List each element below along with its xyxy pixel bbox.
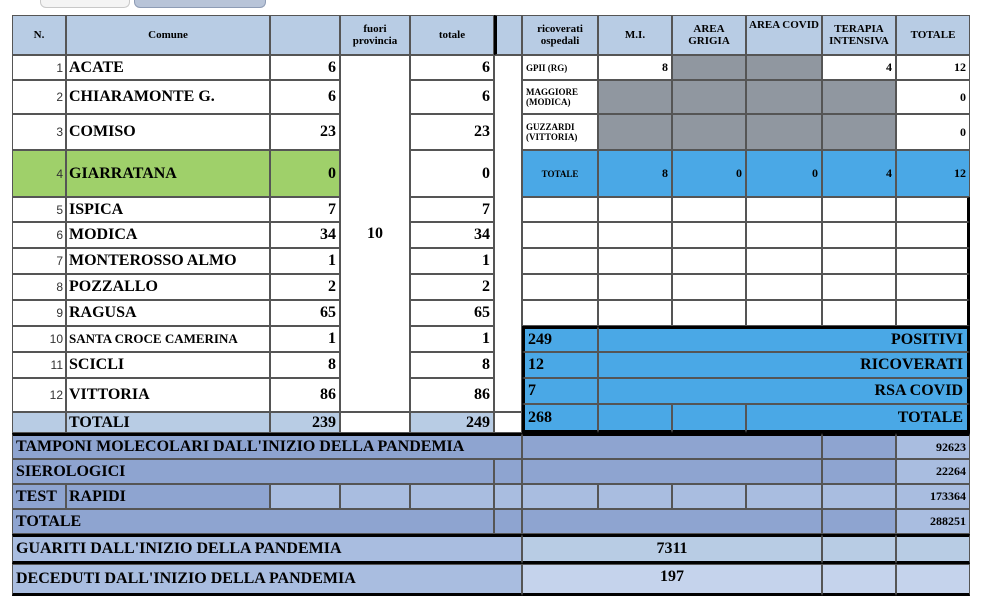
- guariti-label: GUARITI DALL'INIZIO DELLA PANDEMIA: [12, 534, 522, 564]
- ospedale-totale: 12: [896, 150, 970, 197]
- empty-cell: [746, 222, 822, 248]
- ospedale-area-covid: [746, 80, 822, 114]
- empty-cell: [522, 300, 598, 326]
- comune-totale: 86: [410, 378, 494, 412]
- tamponi-totale-gap: [494, 509, 522, 534]
- empty-cell: [822, 222, 896, 248]
- ospedale-terapia-intensiva: 4: [822, 55, 896, 80]
- header-area-covid: AREA COVID: [746, 15, 822, 55]
- ospedale-area-covid: [746, 114, 822, 150]
- rapidi-cell-4: [494, 484, 522, 509]
- sierologici-value: 22264: [896, 459, 970, 484]
- empty-cell: [822, 197, 896, 222]
- header-totale: totale: [410, 15, 494, 55]
- rapidi-cell-8: [746, 484, 822, 509]
- rapidi-cell-3: [410, 484, 494, 509]
- empty-cell: [598, 222, 672, 248]
- row-number: 6: [12, 222, 66, 248]
- rapidi-cell-2: [340, 484, 410, 509]
- ospedale-name: GPII (RG): [522, 55, 598, 80]
- row-number: 5: [12, 197, 66, 222]
- row-number: 12: [12, 378, 66, 412]
- sheet-tab-active[interactable]: [134, 0, 266, 8]
- riepilogo-gap: [672, 404, 746, 433]
- ospedale-terapia-intensiva: 4: [822, 150, 896, 197]
- empty-cell: [746, 274, 822, 300]
- empty-cell: [896, 197, 970, 222]
- header-area-grigia: AREA GRIGIA: [672, 15, 746, 55]
- row-number: 2: [12, 80, 66, 114]
- tamponi-totale-mid: [522, 509, 822, 534]
- ospedale-area-grigia: 0: [672, 150, 746, 197]
- comune-totale: 2: [410, 274, 494, 300]
- deceduti-end: [896, 564, 970, 596]
- ospedale-mi: [598, 80, 672, 114]
- comune-name: SANTA CROCE CAMERINA: [66, 326, 270, 352]
- header-ricoverati-ospedali: ricoverati ospedali: [522, 15, 598, 55]
- ospedale-totale: 0: [896, 80, 970, 114]
- riepilogo-label: RSA COVID: [598, 378, 970, 404]
- ospedale-area-grigia: [672, 80, 746, 114]
- header-spacer: [494, 15, 522, 55]
- sierologici-gap2: [822, 459, 896, 484]
- empty-cell: [672, 222, 746, 248]
- empty-cell: [746, 248, 822, 274]
- comune-totale: 65: [410, 300, 494, 326]
- totali-spacer: [494, 412, 522, 433]
- riepilogo-gap: [598, 404, 672, 433]
- totali-fuori: [340, 412, 410, 433]
- header-totale-right: TOTALE: [896, 15, 970, 55]
- comune-value: 0: [270, 150, 340, 197]
- deceduti-gap: [822, 564, 896, 596]
- header-n: N.: [12, 15, 66, 55]
- empty-cell: [522, 222, 598, 248]
- ospedale-mi: [598, 114, 672, 150]
- comune-name: SCICLI: [66, 352, 270, 378]
- ospedale-area-grigia: [672, 55, 746, 80]
- comune-value: 2: [270, 274, 340, 300]
- ospedale-name: TOTALE: [522, 150, 598, 197]
- comune-name: POZZALLO: [66, 274, 270, 300]
- guariti-end: [896, 534, 970, 564]
- comune-name: CHIARAMONTE G.: [66, 80, 270, 114]
- empty-cell: [522, 197, 598, 222]
- empty-cell: [598, 274, 672, 300]
- tamponi-molecolari-label: TAMPONI MOLECOLARI DALL'INIZIO DELLA PANDEMIA: [12, 433, 522, 459]
- riepilogo-label: TOTALE: [746, 404, 970, 433]
- row-number: 10: [12, 326, 66, 352]
- riepilogo-label: RICOVERATI: [598, 352, 970, 378]
- ospedale-name: GUZZARDI (VITTORIA): [522, 114, 598, 150]
- riepilogo-value: 12: [522, 352, 598, 378]
- empty-cell: [896, 300, 970, 326]
- totali-n: [12, 412, 66, 433]
- sheet-tab[interactable]: [40, 0, 130, 8]
- riepilogo-value: 249: [522, 326, 598, 352]
- rapidi-cell-9: [822, 484, 896, 509]
- comune-name: RAGUSA: [66, 300, 270, 326]
- comune-name: ISPICA: [66, 197, 270, 222]
- rapidi-label: RAPIDI: [66, 484, 270, 509]
- header-comune: Comune: [66, 15, 270, 55]
- row-number: 7: [12, 248, 66, 274]
- fuori-provincia-value: 10: [340, 55, 410, 412]
- comune-name: ACATE: [66, 55, 270, 80]
- ospedale-area-covid: 0: [746, 150, 822, 197]
- riepilogo-value: 7: [522, 378, 598, 404]
- empty-cell: [896, 274, 970, 300]
- empty-cell: [598, 248, 672, 274]
- riepilogo-label: POSITIVI: [598, 326, 970, 352]
- comune-value: 34: [270, 222, 340, 248]
- comune-value: 23: [270, 114, 340, 150]
- tamponi-totale-value: 288251: [896, 509, 970, 534]
- tamponi-molecolari-value: 92623: [896, 433, 970, 459]
- rapidi-cell-5: [522, 484, 598, 509]
- sierologici-label: SIEROLOGICI: [12, 459, 494, 484]
- empty-cell: [672, 274, 746, 300]
- comune-name: MODICA: [66, 222, 270, 248]
- comune-totale: 0: [410, 150, 494, 197]
- comune-totale: 1: [410, 326, 494, 352]
- ospedale-terapia-intensiva: [822, 114, 896, 150]
- empty-cell: [522, 248, 598, 274]
- comune-totale: 23: [410, 114, 494, 150]
- ospedale-mi: 8: [598, 150, 672, 197]
- empty-cell: [822, 248, 896, 274]
- ospedale-terapia-intensiva: [822, 80, 896, 114]
- comune-value: 6: [270, 55, 340, 80]
- row-number: 4: [12, 150, 66, 197]
- comune-name: GIARRATANA: [66, 150, 270, 197]
- ospedale-name: MAGGIORE (MODICA): [522, 80, 598, 114]
- comune-name: VITTORIA: [66, 378, 270, 412]
- spacer-column: [494, 55, 522, 412]
- tamponi-molecolari-mid: [522, 433, 822, 459]
- empty-cell: [822, 274, 896, 300]
- totali-totale: 249: [410, 412, 494, 433]
- row-number: 1: [12, 55, 66, 80]
- header-mi: M.I.: [598, 15, 672, 55]
- ospedale-mi: 8: [598, 55, 672, 80]
- tamponi-totale-gap2: [822, 509, 896, 534]
- empty-cell: [822, 300, 896, 326]
- row-number: 11: [12, 352, 66, 378]
- row-number: 8: [12, 274, 66, 300]
- comune-totale: 7: [410, 197, 494, 222]
- ospedale-totale: 12: [896, 55, 970, 80]
- empty-cell: [672, 248, 746, 274]
- comune-value: 7: [270, 197, 340, 222]
- row-number: 9: [12, 300, 66, 326]
- guariti-gap: [822, 534, 896, 564]
- empty-cell: [522, 274, 598, 300]
- comune-totale: 34: [410, 222, 494, 248]
- test-label: TEST: [12, 484, 66, 509]
- sierologici-gap: [494, 459, 522, 484]
- header-fuori-provincia: fuori provincia: [340, 15, 410, 55]
- empty-cell: [672, 197, 746, 222]
- comune-totale: 6: [410, 80, 494, 114]
- empty-cell: [896, 222, 970, 248]
- comune-value: 1: [270, 248, 340, 274]
- comune-totale: 6: [410, 55, 494, 80]
- rapidi-cell-6: [598, 484, 672, 509]
- rapidi-value: 173364: [896, 484, 970, 509]
- riepilogo-value: 268: [522, 404, 598, 433]
- empty-cell: [598, 197, 672, 222]
- row-number: 3: [12, 114, 66, 150]
- guariti-value: 7311: [522, 534, 822, 564]
- ospedale-area-grigia: [672, 114, 746, 150]
- comune-value: 6: [270, 80, 340, 114]
- tamponi-molecolari-gap: [822, 433, 896, 459]
- comune-totale: 1: [410, 248, 494, 274]
- deceduti-value: 197: [522, 564, 822, 596]
- empty-cell: [746, 300, 822, 326]
- comune-name: MONTEROSSO ALMO: [66, 248, 270, 274]
- ospedale-totale: 0: [896, 114, 970, 150]
- header-terapia-intensiva: TERAPIA INTENSIVA: [822, 15, 896, 55]
- ospedale-area-covid: [746, 55, 822, 80]
- empty-cell: [598, 300, 672, 326]
- comune-value: 8: [270, 352, 340, 378]
- comune-name: COMISO: [66, 114, 270, 150]
- deceduti-label: DECEDUTI DALL'INIZIO DELLA PANDEMIA: [12, 564, 522, 596]
- comune-value: 65: [270, 300, 340, 326]
- totali-value: 239: [270, 412, 340, 433]
- header-blank: [270, 15, 340, 55]
- empty-cell: [896, 248, 970, 274]
- tamponi-totale-label: TOTALE: [12, 509, 494, 534]
- comune-value: 1: [270, 326, 340, 352]
- totali-label: TOTALI: [66, 412, 270, 433]
- empty-cell: [672, 300, 746, 326]
- rapidi-cell-1: [270, 484, 340, 509]
- empty-cell: [746, 197, 822, 222]
- comune-totale: 8: [410, 352, 494, 378]
- sierologici-mid: [522, 459, 822, 484]
- comune-value: 86: [270, 378, 340, 412]
- rapidi-cell-7: [672, 484, 746, 509]
